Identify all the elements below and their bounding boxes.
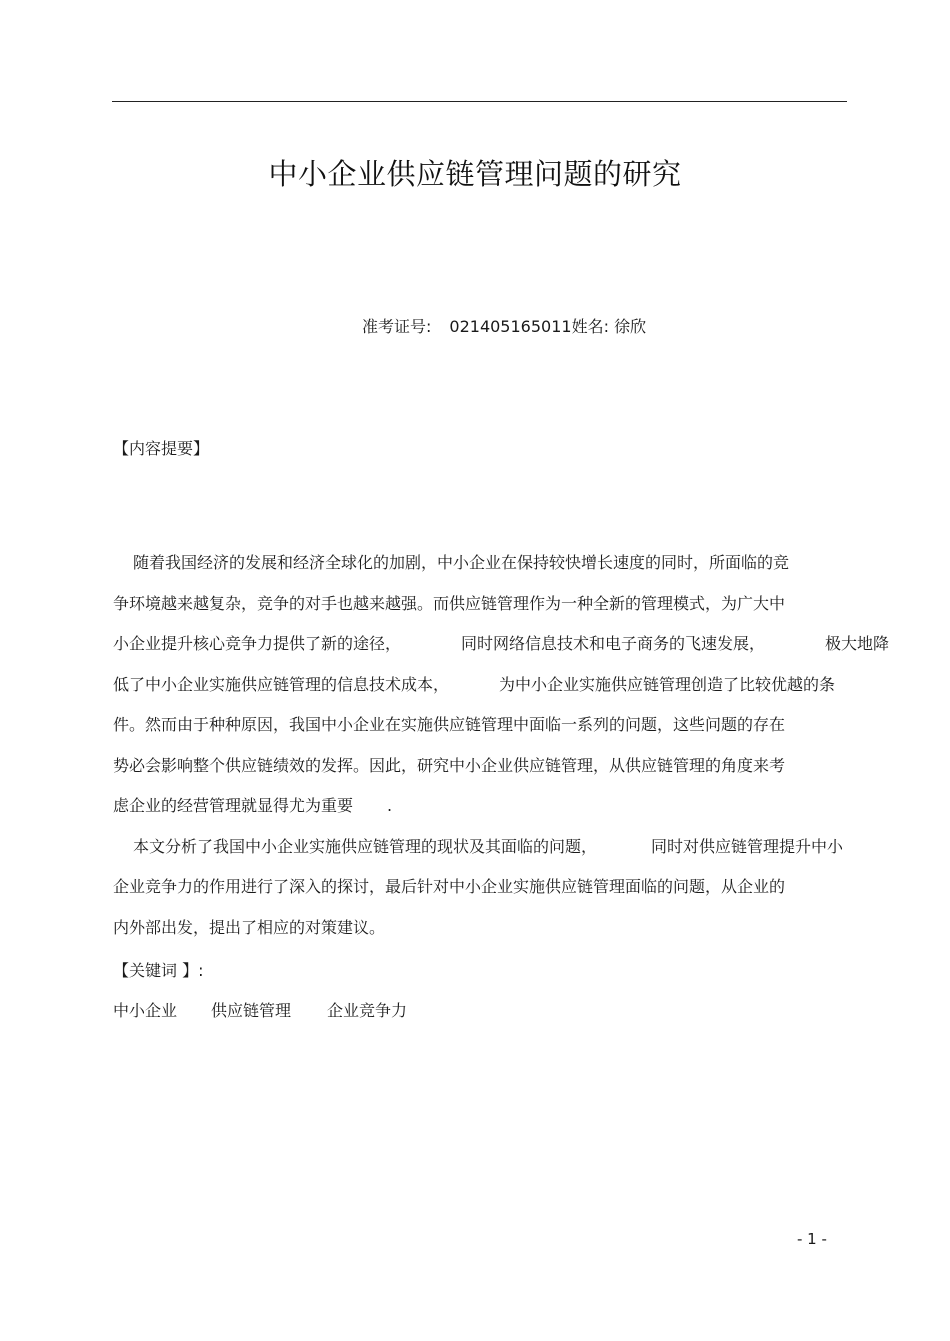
abstract-p1-line-1: 随着我国经济的发展和经济全球化的加剧，中小企业在保持较快增长速度的同时，所面临的竞 [133,553,790,572]
author-info [362,314,646,337]
keywords-heading: 【关键词 】: [113,961,204,980]
name-label: 姓名: [571,317,609,336]
keyword-item: 中小企业 [113,1001,178,1020]
line-segment: 同时对供应链管理提升中小 [651,837,844,856]
keyword-item: 供应链管理 [211,1001,292,1020]
page-number: - 1 - [797,1230,827,1248]
header-rule [112,101,847,102]
line-segment: 极大地降 [825,634,890,653]
abstract-heading: 【内容提要】 [113,439,210,458]
abstract-p1-line-3 [113,634,889,654]
keyword-item: 企业竞争力 [327,1001,408,1020]
line-segment: 小企业提升核心竞争力提供了新的途径， [113,634,402,653]
id-value: 021405165011 [449,317,572,336]
id-label: 准考证号: [362,317,432,336]
line-segment: 同时网络信息技术和电子商务的飞速发展， [461,634,766,653]
name-value: 徐欣 [614,317,647,336]
abstract-p2-line-1 [133,837,843,857]
page-title: 中小企业供应链管理问题的研究 [268,157,682,191]
line-segment: 本文分析了我国中小企业实施供应链管理的现状及其面临的问题， [133,837,598,856]
abstract-p2-line-2: 企业竞争力的作用进行了深入的探讨，最后针对中小企业实施供应链管理面临的问题，从企业的 [113,877,786,896]
line-segment: 低了中小企业实施供应链管理的信息技术成本， [113,675,450,694]
line-segment: . [387,796,393,815]
line-segment: 为中小企业实施供应链管理创造了比较优越的条 [499,675,836,694]
abstract-p1-line-2: 争环境越来越复杂，竞争的对手也越来越强。而供应链管理作为一种全新的管理模式，为广大中 [113,594,786,613]
abstract-p1-line-4 [113,675,835,695]
abstract-p2-line-3: 内外部出发，提出了相应的对策建议。 [113,918,386,937]
abstract-p1-line-7 [113,796,392,816]
line-segment: 虑企业的经营管理就显得尤为重要 [113,796,354,815]
abstract-p1-line-5: 件。然而由于种种原因，我国中小企业在实施供应链管理中面临一系列的问题，这些问题的存在 [113,715,786,734]
abstract-p1-line-6: 势必会影响整个供应链绩效的发挥。因此，研究中小企业供应链管理，从供应链管理的角度来考 [113,756,786,775]
